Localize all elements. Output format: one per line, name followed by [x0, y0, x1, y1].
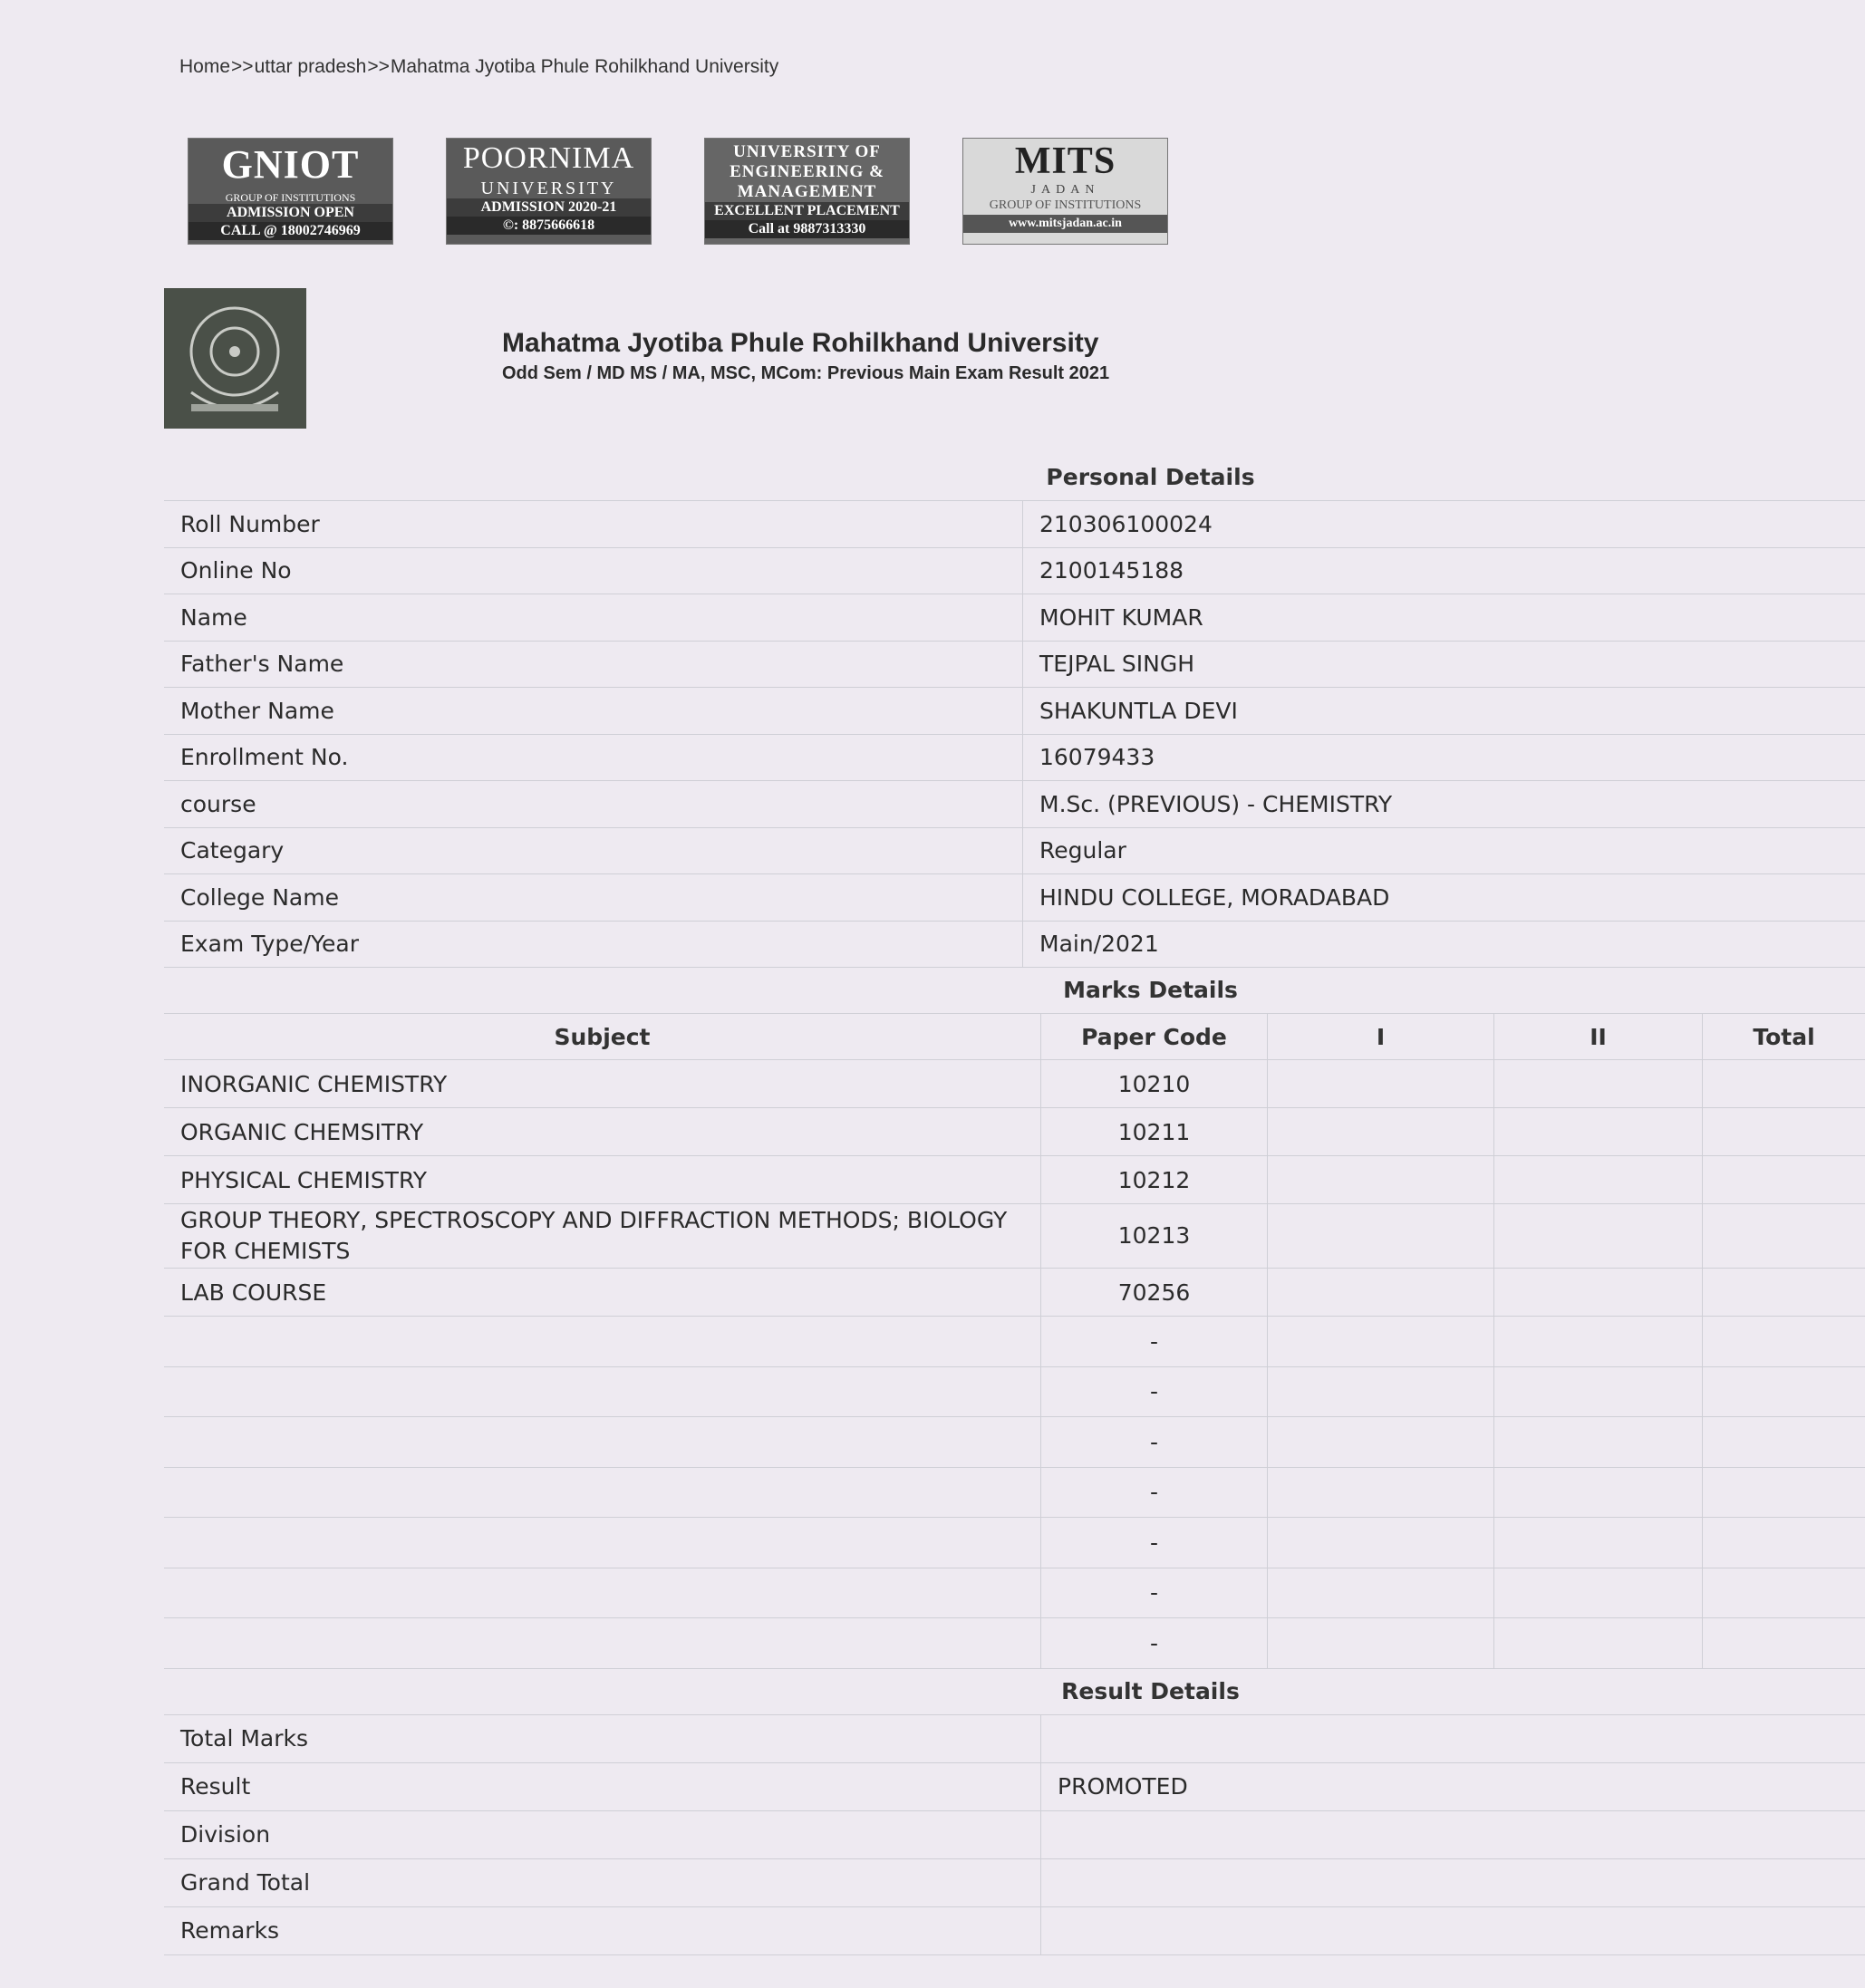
paper-code-cell: 10213 [1041, 1204, 1268, 1268]
marks-ii-cell [1494, 1568, 1703, 1618]
breadcrumb-home-link[interactable]: Home [179, 56, 231, 77]
subject-cell [164, 1367, 1041, 1417]
subject-cell: ORGANIC CHEMSITRY [164, 1108, 1041, 1155]
breadcrumb-state-link[interactable]: uttar pradesh [254, 56, 367, 77]
marks-details-heading [164, 968, 1865, 1014]
table-row [164, 1715, 1865, 1763]
marks-ii-cell [1494, 1518, 1703, 1568]
field-label: Exam Type/Year [164, 922, 1023, 968]
field-label: Name [164, 594, 1023, 641]
breadcrumb-separator: >> [231, 56, 254, 77]
subject-cell: GROUP THEORY, SPECTROSCOPY AND DIFFRACTION METHODS; BIOLOGY FOR CHEMISTS [164, 1204, 1041, 1268]
field-label: Categary [164, 828, 1023, 874]
marks-i-cell [1268, 1518, 1494, 1568]
total-cell [1703, 1618, 1865, 1668]
ad-line: Call at 9887313330 [705, 220, 909, 238]
field-label: Roll Number [164, 501, 1023, 547]
ad-uem[interactable] [704, 138, 910, 245]
field-value: MOHIT KUMAR [1039, 603, 1203, 631]
field-value: Main/2021 [1039, 931, 1159, 958]
field-value: 210306100024 [1039, 510, 1213, 537]
field-value [1041, 1811, 1058, 1858]
total-cell [1703, 1269, 1865, 1316]
subject-cell [164, 1618, 1041, 1668]
marks-ii-cell [1494, 1367, 1703, 1417]
field-label: Father's Name [164, 642, 1023, 688]
ad-line: MITS [1014, 140, 1116, 182]
marks-header-row [164, 1014, 1865, 1060]
table-row [164, 1108, 1865, 1156]
field-label: Grand Total [164, 1859, 1041, 1906]
field-value: 16079433 [1039, 744, 1155, 771]
paper-code-cell: 10212 [1041, 1156, 1268, 1203]
subject-cell [164, 1417, 1041, 1467]
marks-i-cell [1268, 1269, 1494, 1316]
column-header-i: I [1268, 1014, 1494, 1059]
ad-line: ADMISSION OPEN [188, 204, 392, 222]
subject-cell [164, 1317, 1041, 1366]
marks-ii-cell [1494, 1317, 1703, 1366]
ad-mits[interactable] [962, 138, 1168, 245]
subject-cell: PHYSICAL CHEMISTRY [164, 1156, 1041, 1203]
table-row [164, 1618, 1865, 1669]
breadcrumb-current: Mahatma Jyotiba Phule Rohilkhand University [390, 56, 779, 77]
ad-line: POORNIMA [462, 141, 635, 175]
table-row [164, 874, 1865, 922]
table-row [164, 1859, 1865, 1907]
field-value [1041, 1859, 1058, 1906]
field-value: 2100145188 [1039, 557, 1184, 584]
page-subtitle: Odd Sem / MD MS / MA, MSC, MCom: Previous Main Exam Result 2021 [502, 363, 1110, 383]
field-value: SHAKUNTLA DEVI [1039, 697, 1238, 724]
breadcrumb [179, 56, 778, 78]
total-cell [1703, 1156, 1865, 1203]
marks-ii-cell [1494, 1108, 1703, 1155]
column-header-subject: Subject [164, 1014, 1041, 1059]
result-value: PROMOTED [1058, 1773, 1188, 1800]
marks-i-cell [1268, 1568, 1494, 1618]
field-label: Remarks [164, 1907, 1041, 1954]
table-row [164, 688, 1865, 735]
table-row [164, 781, 1865, 828]
ad-poornima[interactable] [446, 138, 652, 245]
ad-line: GNIOT [221, 142, 360, 187]
paper-code-cell: - [1041, 1317, 1268, 1366]
ad-line: ©: 8875666618 [447, 217, 651, 235]
field-value: M.Sc. (PREVIOUS) - CHEMISTRY [1039, 790, 1393, 817]
table-row [164, 1269, 1865, 1317]
marks-ii-cell [1494, 1618, 1703, 1668]
section-heading-text: Marks Details [1063, 977, 1238, 1003]
ad-gniot[interactable] [188, 138, 393, 245]
column-header-paper-code: Paper Code [1041, 1014, 1268, 1059]
result-details-heading [164, 1669, 1865, 1715]
paper-code-cell: 70256 [1041, 1269, 1268, 1316]
marks-i-cell [1268, 1317, 1494, 1366]
table-row [164, 1811, 1865, 1859]
ad-line: EXCELLENT PLACEMENT [705, 202, 909, 220]
section-heading-text: Result Details [1061, 1677, 1240, 1704]
ad-line: CALL @ 18002746969 [188, 222, 392, 240]
marks-i-cell [1268, 1417, 1494, 1467]
ad-line: www.mitsjadan.ac.in [963, 215, 1167, 233]
table-row [164, 1907, 1865, 1955]
field-label: Enrollment No. [164, 735, 1023, 781]
ad-line: UNIVERSITY [480, 179, 617, 198]
table-row [164, 1204, 1865, 1269]
marks-i-cell [1268, 1156, 1494, 1203]
field-value: HINDU COLLEGE, MORADABAD [1039, 883, 1390, 911]
paper-code-cell: - [1041, 1367, 1268, 1417]
ad-line: UNIVERSITY OF ENGINEERING & MANAGEMENT [730, 142, 884, 201]
marks-i-cell [1268, 1060, 1494, 1107]
field-label: Result [164, 1763, 1041, 1810]
field-label: course [164, 781, 1023, 827]
field-value: Regular [1039, 837, 1126, 864]
total-cell [1703, 1108, 1865, 1155]
field-value [1041, 1715, 1058, 1762]
marks-i-cell [1268, 1468, 1494, 1518]
field-value: TEJPAL SINGH [1039, 651, 1195, 678]
ad-line: GROUP OF INSTITUTIONS [225, 191, 356, 204]
total-cell [1703, 1204, 1865, 1268]
ad-line: JADAN [1030, 183, 1100, 197]
paper-code-cell: - [1041, 1568, 1268, 1618]
table-row [164, 1317, 1865, 1367]
total-cell [1703, 1417, 1865, 1467]
section-heading-text: Personal Details [1046, 464, 1255, 490]
field-label: Total Marks [164, 1715, 1041, 1762]
table-row [164, 922, 1865, 969]
ad-line: GROUP OF INSTITUTIONS [989, 198, 1142, 212]
marks-i-cell [1268, 1108, 1494, 1155]
total-cell [1703, 1568, 1865, 1618]
marks-ii-cell [1494, 1156, 1703, 1203]
total-cell [1703, 1518, 1865, 1568]
marks-ii-cell [1494, 1468, 1703, 1518]
marks-ii-cell [1494, 1204, 1703, 1268]
paper-code-cell: - [1041, 1518, 1268, 1568]
table-row [164, 642, 1865, 689]
marks-i-cell [1268, 1367, 1494, 1417]
paper-code-cell: 10211 [1041, 1108, 1268, 1155]
table-row [164, 1763, 1865, 1811]
ad-line: ADMISSION 2020-21 [447, 198, 651, 217]
page-title: Mahatma Jyotiba Phule Rohilkhand University [502, 328, 1099, 358]
total-cell [1703, 1317, 1865, 1366]
paper-code-cell: - [1041, 1417, 1268, 1467]
university-emblem-icon [164, 288, 306, 429]
marks-i-cell [1268, 1618, 1494, 1668]
table-row [164, 594, 1865, 642]
marks-ii-cell [1494, 1269, 1703, 1316]
table-row [164, 1060, 1865, 1108]
table-row [164, 1417, 1865, 1468]
university-logo [164, 288, 306, 429]
field-label: Division [164, 1811, 1041, 1858]
total-cell [1703, 1468, 1865, 1518]
column-header-ii: II [1494, 1014, 1703, 1059]
field-label: College Name [164, 874, 1023, 921]
table-row [164, 1367, 1865, 1418]
result-table [164, 455, 1865, 1955]
paper-code-cell: 10210 [1041, 1060, 1268, 1107]
subject-cell [164, 1468, 1041, 1518]
table-row [164, 1568, 1865, 1619]
marks-ii-cell [1494, 1417, 1703, 1467]
breadcrumb-separator: >> [367, 56, 390, 77]
column-header-total: Total [1753, 1023, 1815, 1050]
field-label: Mother Name [164, 688, 1023, 734]
table-row [164, 828, 1865, 875]
table-row [164, 1156, 1865, 1204]
personal-details-heading [164, 455, 1865, 501]
subject-cell: INORGANIC CHEMISTRY [164, 1060, 1041, 1107]
table-row [164, 548, 1865, 595]
table-row [164, 735, 1865, 782]
table-row [164, 1468, 1865, 1519]
paper-code-cell: - [1041, 1468, 1268, 1518]
total-cell [1703, 1060, 1865, 1107]
marks-i-cell [1268, 1204, 1494, 1268]
paper-code-cell: - [1041, 1618, 1268, 1668]
table-row [164, 501, 1865, 548]
table-row [164, 1518, 1865, 1568]
total-cell [1703, 1367, 1865, 1417]
field-value [1041, 1907, 1058, 1954]
marks-ii-cell [1494, 1060, 1703, 1107]
subject-cell [164, 1568, 1041, 1618]
subject-cell: LAB COURSE [164, 1269, 1041, 1316]
subject-cell [164, 1518, 1041, 1568]
field-label: Online No [164, 548, 1023, 594]
